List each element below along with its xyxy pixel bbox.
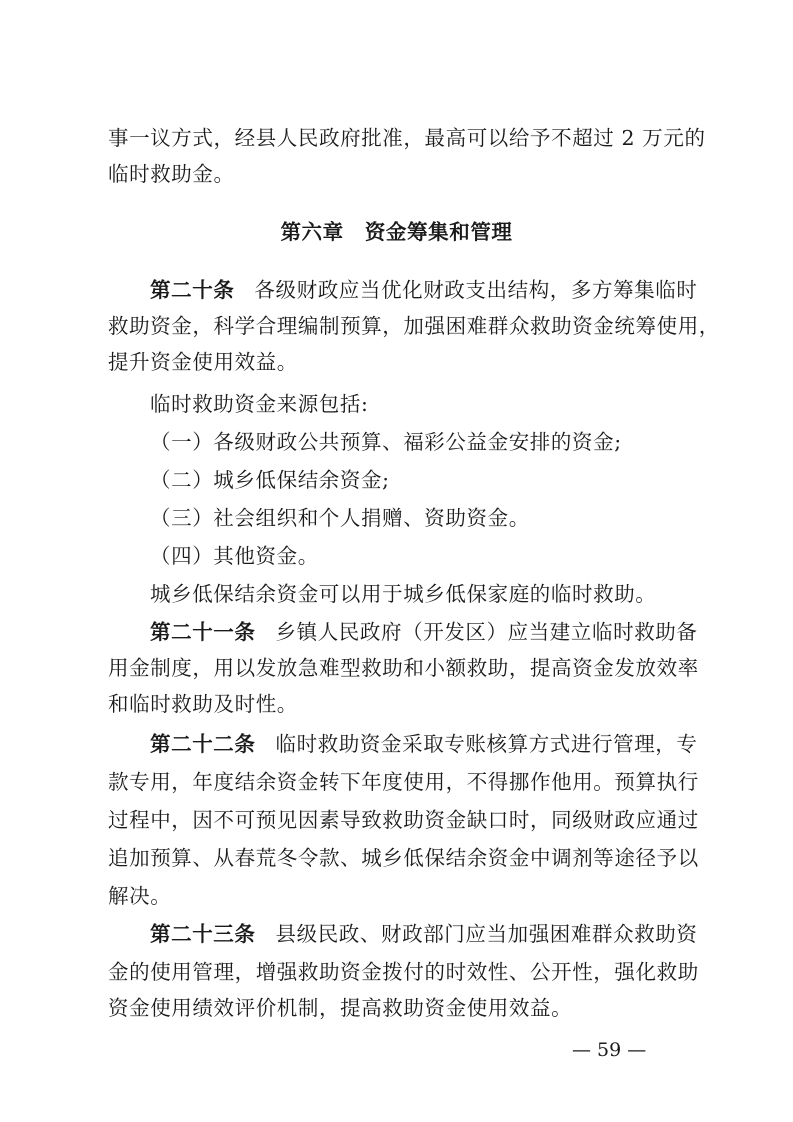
text-line: 追加预算、从春荒冬令款、城乡低保结余资金中调剂等途径予以 [108, 846, 699, 870]
text-line: 提升资金使用效益。 [108, 350, 298, 374]
list-item: （三）社会组织和个人捐赠、资助资金。 [150, 506, 530, 530]
text-line: 用金制度，用以发放急难型救助和小额救助，提高资金发放效率 [108, 656, 699, 680]
text-line: 事一议方式，经县人民政府批准，最高可以给予不超过 2 万元的 [108, 126, 706, 150]
article-22 [150, 730, 740, 758]
article-23 [150, 920, 740, 948]
article-20 [150, 276, 740, 304]
text-line: 金的使用管理，增强救助资金拨付的时效性、公开性，强化救助 [108, 960, 699, 984]
text-line: 资金使用绩效评价机制，提高救助资金使用效益。 [108, 996, 573, 1020]
article-title: 第二十三条 [150, 922, 256, 946]
list-item: （一）各级财政公共预算、福彩公益金安排的资金; [150, 430, 622, 454]
article-title: 第二十二条 [150, 732, 256, 756]
sources-note: 城乡低保结余资金可以用于城乡低保家庭的临时救助。 [150, 582, 657, 606]
text-line: 临时救助金。 [108, 162, 235, 186]
article-title: 第二十一条 [150, 620, 256, 644]
article-text: 乡镇人民政府（开发区）应当建立临时救助备 [275, 620, 698, 644]
article-text: 临时救助资金采取专账核算方式进行管理，专 [275, 732, 698, 756]
article-text: 各级财政应当优化财政支出结构，多方筹集临时 [254, 278, 698, 302]
list-item: （四）其他资金。 [150, 544, 319, 568]
text-line: 解决。 [108, 884, 172, 908]
page-number: — 59 — [572, 1039, 647, 1061]
text-line: 救助资金，科学合理编制预算，加强困难群众救助资金统筹使用， [108, 314, 720, 338]
article-title: 第二十条 [150, 278, 235, 302]
article-text: 县级民政、财政部门应当加强困难群众救助资 [275, 922, 698, 946]
article-21 [150, 618, 740, 646]
sources-intro: 临时救助资金来源包括: [150, 392, 369, 416]
text-line: 款专用，年度结余资金转下年度使用，不得挪作他用。预算执行 [108, 770, 699, 794]
list-item: （二）城乡低保结余资金; [150, 468, 390, 492]
text-line: 和临时救助及时性。 [108, 692, 298, 716]
text-line: 过程中，因不可预见因素导致救助资金缺口时，同级财政应通过 [108, 808, 699, 832]
chapter-heading: 第六章 资金筹集和管理 [280, 220, 513, 244]
